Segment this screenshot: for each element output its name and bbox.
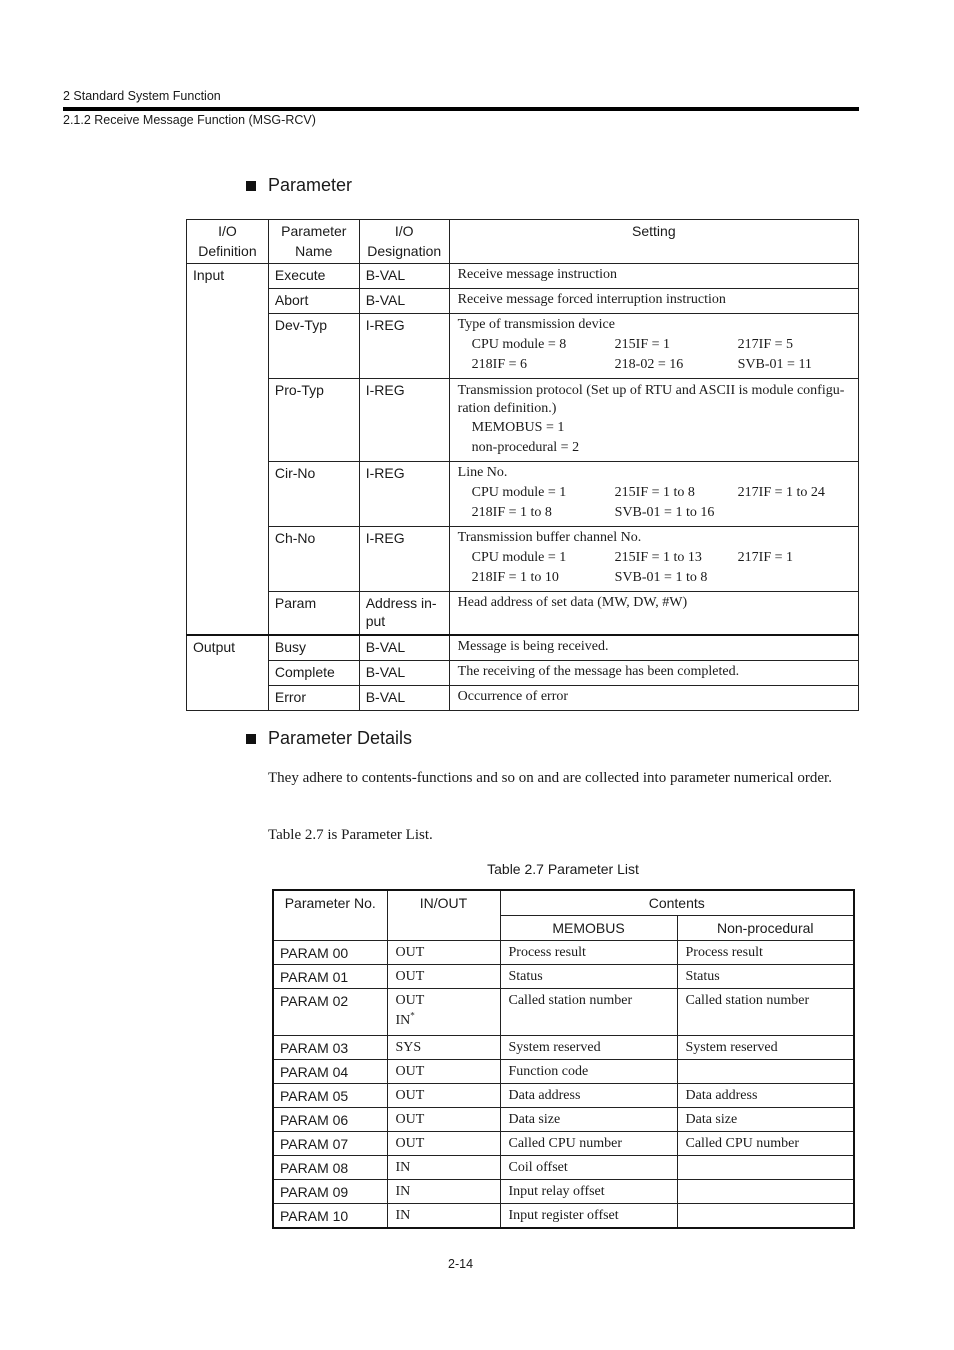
setting-line: non-procedural = 2 — [471, 440, 580, 455]
setting-text: Receive message instruction — [449, 264, 858, 289]
param-no: PARAM 07 — [273, 1132, 387, 1156]
io-designation: I-REG — [359, 462, 449, 527]
parameter-list-table — [272, 889, 855, 1229]
setting-cell — [449, 527, 858, 592]
param-name: Complete — [268, 660, 359, 685]
memobus-contents: Input register offset — [500, 1204, 677, 1229]
details-paragraph: They adhere to contents-functions and so on and are collected into parameter numerical order. — [268, 770, 832, 786]
non-procedural-contents — [677, 1204, 854, 1229]
non-procedural-contents: Process result — [677, 941, 854, 965]
table-row — [187, 462, 859, 527]
header-non-procedural: Non-procedural — [677, 916, 854, 941]
setting-text: Occurrence of error — [449, 685, 858, 710]
square-bullet-icon — [246, 734, 256, 744]
non-procedural-contents: Called station number — [677, 989, 854, 1036]
param-name: Param — [268, 592, 359, 635]
io-designation: I-REG — [359, 314, 449, 379]
page-number: 2-14 — [448, 1257, 474, 1271]
param-name: Pro-Typ — [268, 379, 359, 462]
memobus-contents: Status — [500, 965, 677, 989]
table-row — [273, 1204, 854, 1229]
setting-values: CPU module = 8 215IF = 1 217IF = 5 218IF = 6 218-02 = 16 SVB-01 = 11 — [471, 337, 812, 372]
param-no: PARAM 09 — [273, 1180, 387, 1204]
setting-cell — [449, 462, 858, 527]
table-caption: Table 2.7 Parameter List — [487, 861, 639, 877]
table-row — [187, 289, 859, 314]
param-name: Busy — [268, 635, 359, 661]
table-row — [273, 1156, 854, 1180]
param-name: Execute — [268, 264, 359, 289]
setting-text: Transmission protocol (Set up of RTU and ASCII is module configu-ration definition.) — [457, 383, 845, 416]
io-designation: B-VAL — [359, 635, 449, 661]
parameter-details-heading-text: Parameter Details — [268, 728, 413, 748]
param-no: PARAM 02 — [273, 989, 387, 1036]
non-procedural-contents — [677, 1180, 854, 1204]
non-procedural-contents: Status — [677, 965, 854, 989]
table-row — [273, 1132, 854, 1156]
param-no: PARAM 04 — [273, 1060, 387, 1084]
table-row — [273, 1108, 854, 1132]
table-row — [273, 941, 854, 965]
io-designation: Address in-put — [359, 592, 449, 635]
non-procedural-contents — [677, 1156, 854, 1180]
setting-cell — [449, 314, 858, 379]
setting-text: Line No. — [457, 465, 508, 480]
io-designation: I-REG — [359, 527, 449, 592]
table-row — [187, 685, 859, 710]
in-out: OUT — [387, 1108, 500, 1132]
io-designation: I-REG — [359, 379, 449, 462]
in-out: OUT — [387, 941, 500, 965]
in-out: IN — [387, 1156, 500, 1180]
table-row — [187, 660, 859, 685]
group-output: Output — [187, 635, 269, 711]
memobus-contents: Input relay offset — [500, 1180, 677, 1204]
table-row — [187, 635, 859, 661]
non-procedural-contents — [677, 1060, 854, 1084]
memobus-contents: Called CPU number — [500, 1132, 677, 1156]
param-no: PARAM 01 — [273, 965, 387, 989]
param-no: PARAM 06 — [273, 1108, 387, 1132]
list-table-header-row — [273, 890, 854, 916]
setting-cell — [449, 379, 858, 462]
in-out: OUT — [387, 1060, 500, 1084]
non-procedural-contents: Data address — [677, 1084, 854, 1108]
memobus-contents: Called station number — [500, 989, 677, 1036]
param-name: Error — [268, 685, 359, 710]
header-parameter-name: Parameter Name — [268, 220, 359, 264]
setting-text: Transmission buffer channel No. — [457, 530, 642, 545]
param-name: Cir-No — [268, 462, 359, 527]
in-out: IN — [387, 1180, 500, 1204]
param-no: PARAM 00 — [273, 941, 387, 965]
param-name: Dev-Typ — [268, 314, 359, 379]
in-out: OUT — [387, 1084, 500, 1108]
io-designation: B-VAL — [359, 660, 449, 685]
io-designation: B-VAL — [359, 289, 449, 314]
setting-text: The receiving of the message has been completed. — [449, 660, 858, 685]
running-header-chapter: 2 Standard System Function — [63, 89, 221, 103]
table-row — [273, 1180, 854, 1204]
param-no: PARAM 05 — [273, 1084, 387, 1108]
param-no: PARAM 10 — [273, 1204, 387, 1229]
setting-text: Head address of set data (MW, DW, #W) — [449, 592, 858, 635]
table-row — [273, 1036, 854, 1060]
non-procedural-contents: Called CPU number — [677, 1132, 854, 1156]
header-io-designation: I/O Designation — [359, 220, 449, 264]
param-name: Ch-No — [268, 527, 359, 592]
header-memobus: MEMOBUS — [500, 916, 677, 941]
param-no: PARAM 08 — [273, 1156, 387, 1180]
memobus-contents: Coil offset — [500, 1156, 677, 1180]
io-designation: B-VAL — [359, 685, 449, 710]
memobus-contents: Function code — [500, 1060, 677, 1084]
parameter-table-header-row — [187, 220, 859, 264]
table-row — [187, 379, 859, 462]
parameter-heading-text: Parameter — [268, 175, 353, 195]
header-contents: Contents — [500, 890, 854, 916]
memobus-contents: Data size — [500, 1108, 677, 1132]
in-out: OUT — [387, 1132, 500, 1156]
param-name: Abort — [268, 289, 359, 314]
in-out: OUT — [387, 965, 500, 989]
parameter-details-heading — [246, 728, 412, 749]
header-in-out: IN/OUT — [387, 890, 500, 941]
table-row — [273, 989, 854, 1036]
header-io-definition: I/O Definition — [187, 220, 269, 264]
square-bullet-icon — [246, 181, 256, 191]
group-input: Input — [187, 264, 269, 635]
parameter-heading — [246, 175, 352, 196]
non-procedural-contents: Data size — [677, 1108, 854, 1132]
table-row — [187, 264, 859, 289]
table-row — [273, 1060, 854, 1084]
parameter-table — [186, 219, 859, 711]
running-header-section: 2.1.2 Receive Message Function (MSG-RCV) — [63, 113, 316, 127]
io-designation: B-VAL — [359, 264, 449, 289]
in-out: SYS — [387, 1036, 500, 1060]
table-reference-paragraph: Table 2.7 is Parameter List. — [268, 827, 433, 843]
table-row — [187, 314, 859, 379]
table-row — [273, 1084, 854, 1108]
setting-values: CPU module = 1 215IF = 1 to 13 217IF = 1 218IF = 1 to 10 SVB-01 = 1 to 8 — [471, 550, 793, 585]
in-out: IN — [387, 1204, 500, 1229]
header-parameter-no: Parameter No. — [273, 890, 387, 941]
memobus-contents: Process result — [500, 941, 677, 965]
memobus-contents: System reserved — [500, 1036, 677, 1060]
header-setting: Setting — [449, 220, 858, 264]
in-out: OUT IN* — [387, 989, 500, 1036]
param-no: PARAM 03 — [273, 1036, 387, 1060]
table-row — [187, 527, 859, 592]
non-procedural-contents: System reserved — [677, 1036, 854, 1060]
table-row — [187, 592, 859, 635]
header-rule — [63, 107, 859, 111]
setting-text: Message is being received. — [449, 635, 858, 661]
footnote-mark: * — [410, 1010, 415, 1021]
memobus-contents: Data address — [500, 1084, 677, 1108]
setting-values: CPU module = 1 215IF = 1 to 8 217IF = 1 to 24 218IF = 1 to 8 SVB-01 = 1 to 16 — [471, 485, 825, 520]
setting-line: MEMOBUS = 1 — [471, 420, 565, 435]
setting-text: Receive message forced interruption instruction — [449, 289, 858, 314]
setting-text: Type of transmission device — [457, 317, 615, 332]
table-row — [273, 965, 854, 989]
